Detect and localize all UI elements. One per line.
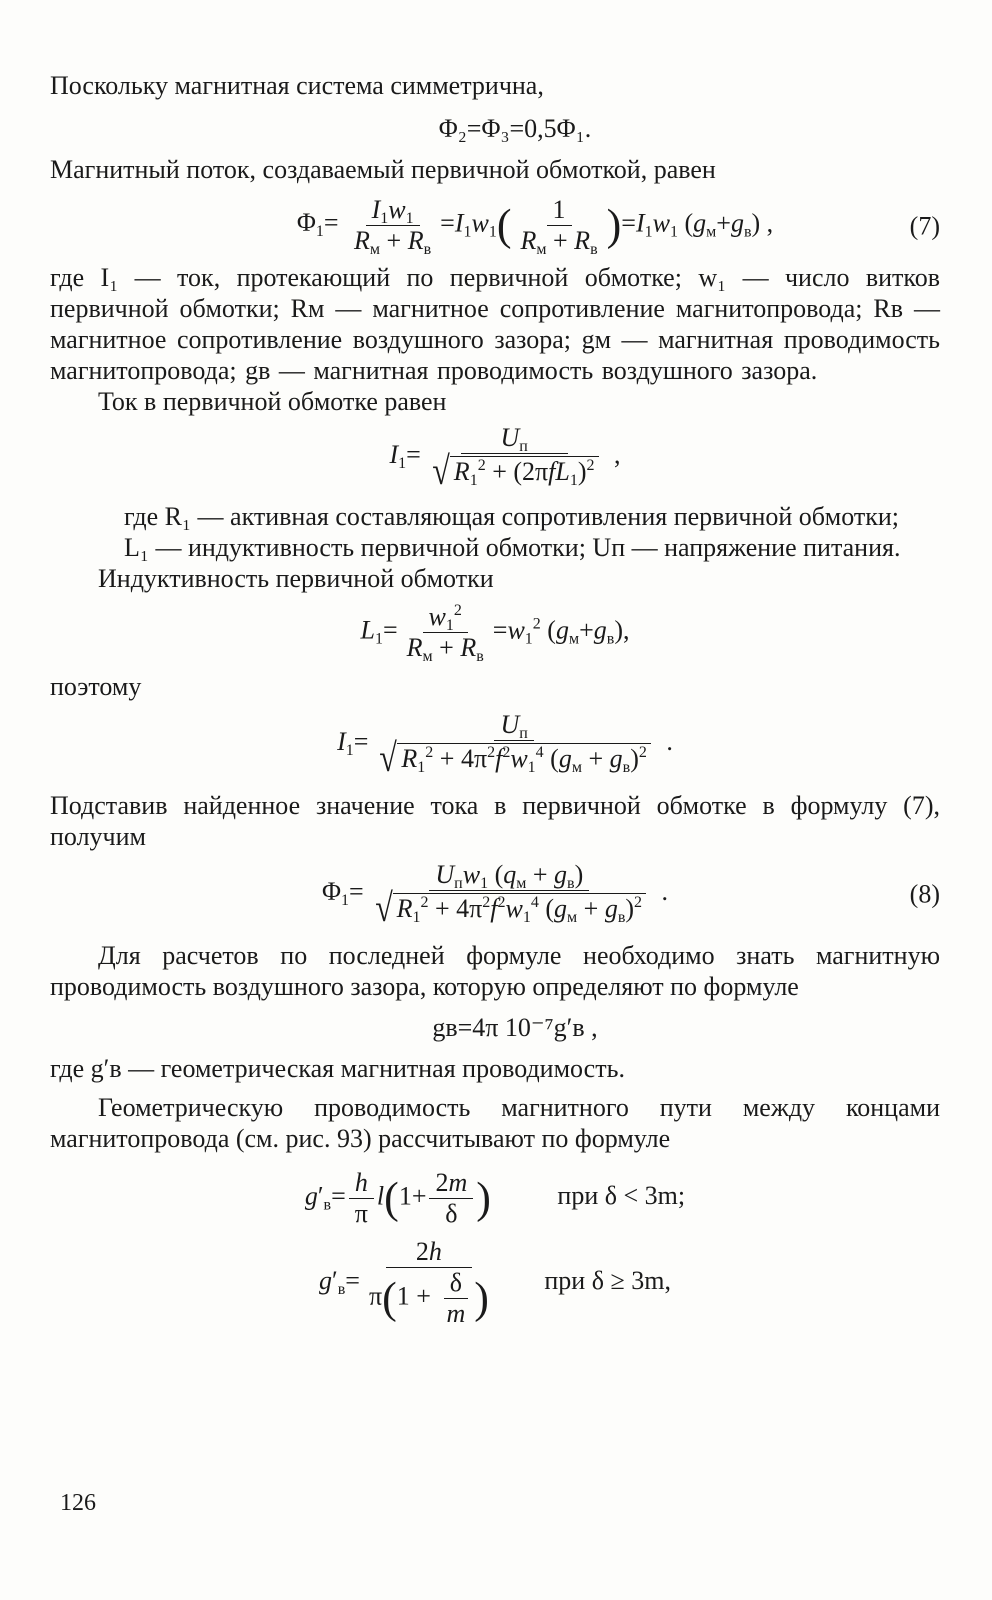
condition-1: при δ < 3m; [557,1181,686,1211]
equation-geom-1: $g'_в=$ $\frac{h}{\pi}$ l(1+ $\frac{2m}{\delta}$ ) при δ < 3m; [304,1168,686,1228]
equation-geom-2: $g'_в=$ 2h π(1 + $\frac{\delta}{m}$ ) при δ ≥ 3m, [319,1237,671,1328]
equation-flux-symmetry [90,113,940,144]
paragraph-4: Ток в первичной обмотке равен [98,387,447,416]
equation-8-number: (8) [909,879,940,909]
fraction: $\frac{I_1w_1}{R_м + R_в}$ [354,195,432,258]
equation-7-number: (7) [909,211,940,240]
paragraph-9: Подставив найденное значение тока в первичной обмотке в формулу (7), получим [50,791,940,851]
paragraph-10: Для расчетов по последней формуле необходимо знать магнитную проводимость воздушного зазора, которую определяют по формуле [50,941,940,1001]
equation-gv-text: gв=4π 10⁻⁷g′в , [432,1013,598,1042]
equation-flux-symmetry-text: Φ₂=Φ₃=0,5Φ₁. [438,114,592,143]
paragraph-8: поэтому [50,672,142,701]
paragraph-7: Индуктивность первичной обмотки [98,564,494,593]
equation-current: $I_1=$ $U_п$ √ $R_1^2 + (2\pi fL_1)^2$ , [389,423,621,493]
paragraph-1: Поскольку магнитная система симметрична, [50,71,544,100]
paragraph-6: L₁ — индуктивность первичной обмотки; Uп — напряжение питания. [124,533,901,562]
paragraph-3: где I₁ — ток, протекающий по первичной обмотке; w₁ — число витков первичной обмотки; Rм — магнитное сопротивление магнитопровода; Rв — магнитное сопротивление воздушного зазора; gм — магнитная проводимость магнитопровода; gв — магнитная проводимость воздушного зазора. [50,263,940,385]
page-number: 126 [60,1490,96,1516]
equation-inductance: $L_1=$ $\frac{w_1^2}{R_м + R_в}$ $=w_1^2$ $(g_м+g_в)$, [360,602,630,665]
equation-8: $\Phi_1=$ $U_пw_1$ $(q_м + g_в)$ √ $R_1^2 + 4\pi^2f^2w_1^4$ $(g_м + g_в)^2$ . (8) [321,860,940,930]
paragraph-11: где g′в — геометрическая магнитная проводимость. [50,1054,625,1083]
paragraph-5: где R₁ — активная составляющая сопротивления первичной обмотки; [124,502,899,531]
equation-current-2: $I_1=$ $U_п$ √ $R_1^2 + 4\pi^2f^2w_1^4$ $(g_м + g_в)^2$ . [337,710,673,780]
equation-7: $\Phi_1=$ $\frac{I_1w_1}{R_м + R_в}$ $=I_1w_1$( $\frac{1}{R_м + R_в}$ )$=I_1w_1$ $(g_м+g_в)$ , (7) [296,195,940,258]
equation-gv [90,1012,940,1043]
page-content [50,62,940,1337]
paragraph-12: Геометрическую проводимость магнитного пути между концами магнитопровода (см. рис. 93) рассчитывают по формуле [50,1093,940,1153]
paragraph-2: Магнитный поток, создаваемый первичной обмоткой, равен [50,155,716,184]
condition-2: при δ ≥ 3m, [544,1265,671,1295]
